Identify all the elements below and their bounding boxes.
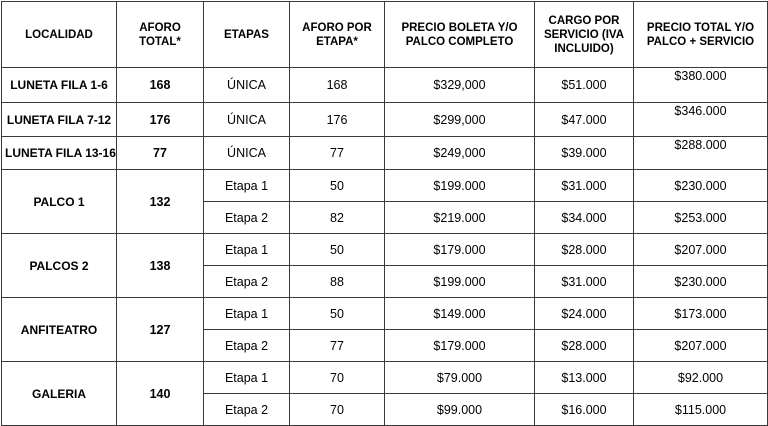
aforo-etapa: 50 [290, 298, 385, 330]
etapa: Etapa 2 [204, 266, 290, 298]
table-row [2, 103, 768, 137]
table-row [2, 170, 768, 202]
precio-boleta: $179.000 [385, 330, 535, 362]
header-aforo-total: AFORO TOTAL* [117, 2, 204, 68]
precio-boleta: $99.000 [385, 394, 535, 426]
aforo-etapa: 77 [290, 137, 385, 170]
localidad-name: LUNETA FILA 1-6 [2, 68, 117, 103]
precio-boleta: $199.000 [385, 170, 535, 202]
precio-boleta: $219.000 [385, 202, 535, 234]
precio-total: $253.000 [634, 202, 768, 234]
etapa: Etapa 1 [204, 298, 290, 330]
cargo-servicio: $34.000 [535, 202, 634, 234]
localidad-name: LUNETA FILA 13-16 [2, 137, 117, 170]
table-row [2, 137, 768, 170]
cargo-servicio: $28.000 [535, 330, 634, 362]
localidad-name: PALCOS 2 [2, 234, 117, 298]
table-row [2, 68, 768, 103]
table-row [2, 362, 768, 394]
localidad-name: PALCO 1 [2, 170, 117, 234]
etapa: ÚNICA [204, 137, 290, 170]
etapa: Etapa 2 [204, 330, 290, 362]
cargo-servicio: $51.000 [535, 68, 634, 103]
aforo-total: 127 [117, 298, 204, 362]
header-row [2, 2, 768, 68]
header-precio-total: PRECIO TOTAL Y/O PALCO + SERVICIO [634, 2, 768, 68]
aforo-etapa: 70 [290, 394, 385, 426]
etapa: ÚNICA [204, 68, 290, 103]
precio-boleta: $79.000 [385, 362, 535, 394]
precio-total: $230.000 [634, 170, 768, 202]
pricing-table [1, 1, 768, 426]
precio-total: $115.000 [634, 394, 768, 426]
aforo-etapa: 82 [290, 202, 385, 234]
header-localidad: LOCALIDAD [2, 2, 117, 68]
etapa: Etapa 2 [204, 394, 290, 426]
precio-boleta: $299,000 [385, 103, 535, 137]
header-etapas: ETAPAS [204, 2, 290, 68]
etapa: Etapa 1 [204, 234, 290, 266]
cargo-servicio: $39.000 [535, 137, 634, 170]
localidad-name: GALERIA [2, 362, 117, 426]
aforo-etapa: 50 [290, 234, 385, 266]
precio-boleta: $179.000 [385, 234, 535, 266]
cargo-servicio: $47.000 [535, 103, 634, 137]
header-cargo-servicio: CARGO POR SERVICIO (IVA INCLUIDO) [535, 2, 634, 68]
cargo-servicio: $16.000 [535, 394, 634, 426]
cargo-servicio: $31.000 [535, 266, 634, 298]
precio-total: $92.000 [634, 362, 768, 394]
aforo-etapa: 88 [290, 266, 385, 298]
cargo-servicio: $28.000 [535, 234, 634, 266]
header-precio-boleta: PRECIO BOLETA Y/O PALCO COMPLETO [385, 2, 535, 68]
localidad-name: ANFITEATRO [2, 298, 117, 362]
precio-total: $346.000 [634, 103, 768, 137]
etapa: ÚNICA [204, 103, 290, 137]
etapa: Etapa 1 [204, 170, 290, 202]
aforo-etapa: 168 [290, 68, 385, 103]
aforo-etapa: 70 [290, 362, 385, 394]
table-row [2, 234, 768, 266]
precio-boleta: $149.000 [385, 298, 535, 330]
precio-total: $230.000 [634, 266, 768, 298]
cargo-servicio: $13.000 [535, 362, 634, 394]
precio-boleta: $199.000 [385, 266, 535, 298]
precio-boleta: $329,000 [385, 68, 535, 103]
etapa: Etapa 2 [204, 202, 290, 234]
precio-total: $173.000 [634, 298, 768, 330]
aforo-total: 140 [117, 362, 204, 426]
aforo-etapa: 77 [290, 330, 385, 362]
cargo-servicio: $31.000 [535, 170, 634, 202]
precio-total: $380.000 [634, 68, 768, 103]
precio-total: $288.000 [634, 137, 768, 170]
aforo-total: 132 [117, 170, 204, 234]
aforo-total: 138 [117, 234, 204, 298]
precio-total: $207.000 [634, 234, 768, 266]
aforo-total: 168 [117, 68, 204, 103]
cargo-servicio: $24.000 [535, 298, 634, 330]
aforo-total: 176 [117, 103, 204, 137]
precio-boleta: $249,000 [385, 137, 535, 170]
aforo-total: 77 [117, 137, 204, 170]
aforo-etapa: 176 [290, 103, 385, 137]
table-row [2, 298, 768, 330]
localidad-name: LUNETA FILA 7-12 [2, 103, 117, 137]
etapa: Etapa 1 [204, 362, 290, 394]
header-aforo-por-etapa: AFORO POR ETAPA* [290, 2, 385, 68]
aforo-etapa: 50 [290, 170, 385, 202]
precio-total: $207.000 [634, 330, 768, 362]
